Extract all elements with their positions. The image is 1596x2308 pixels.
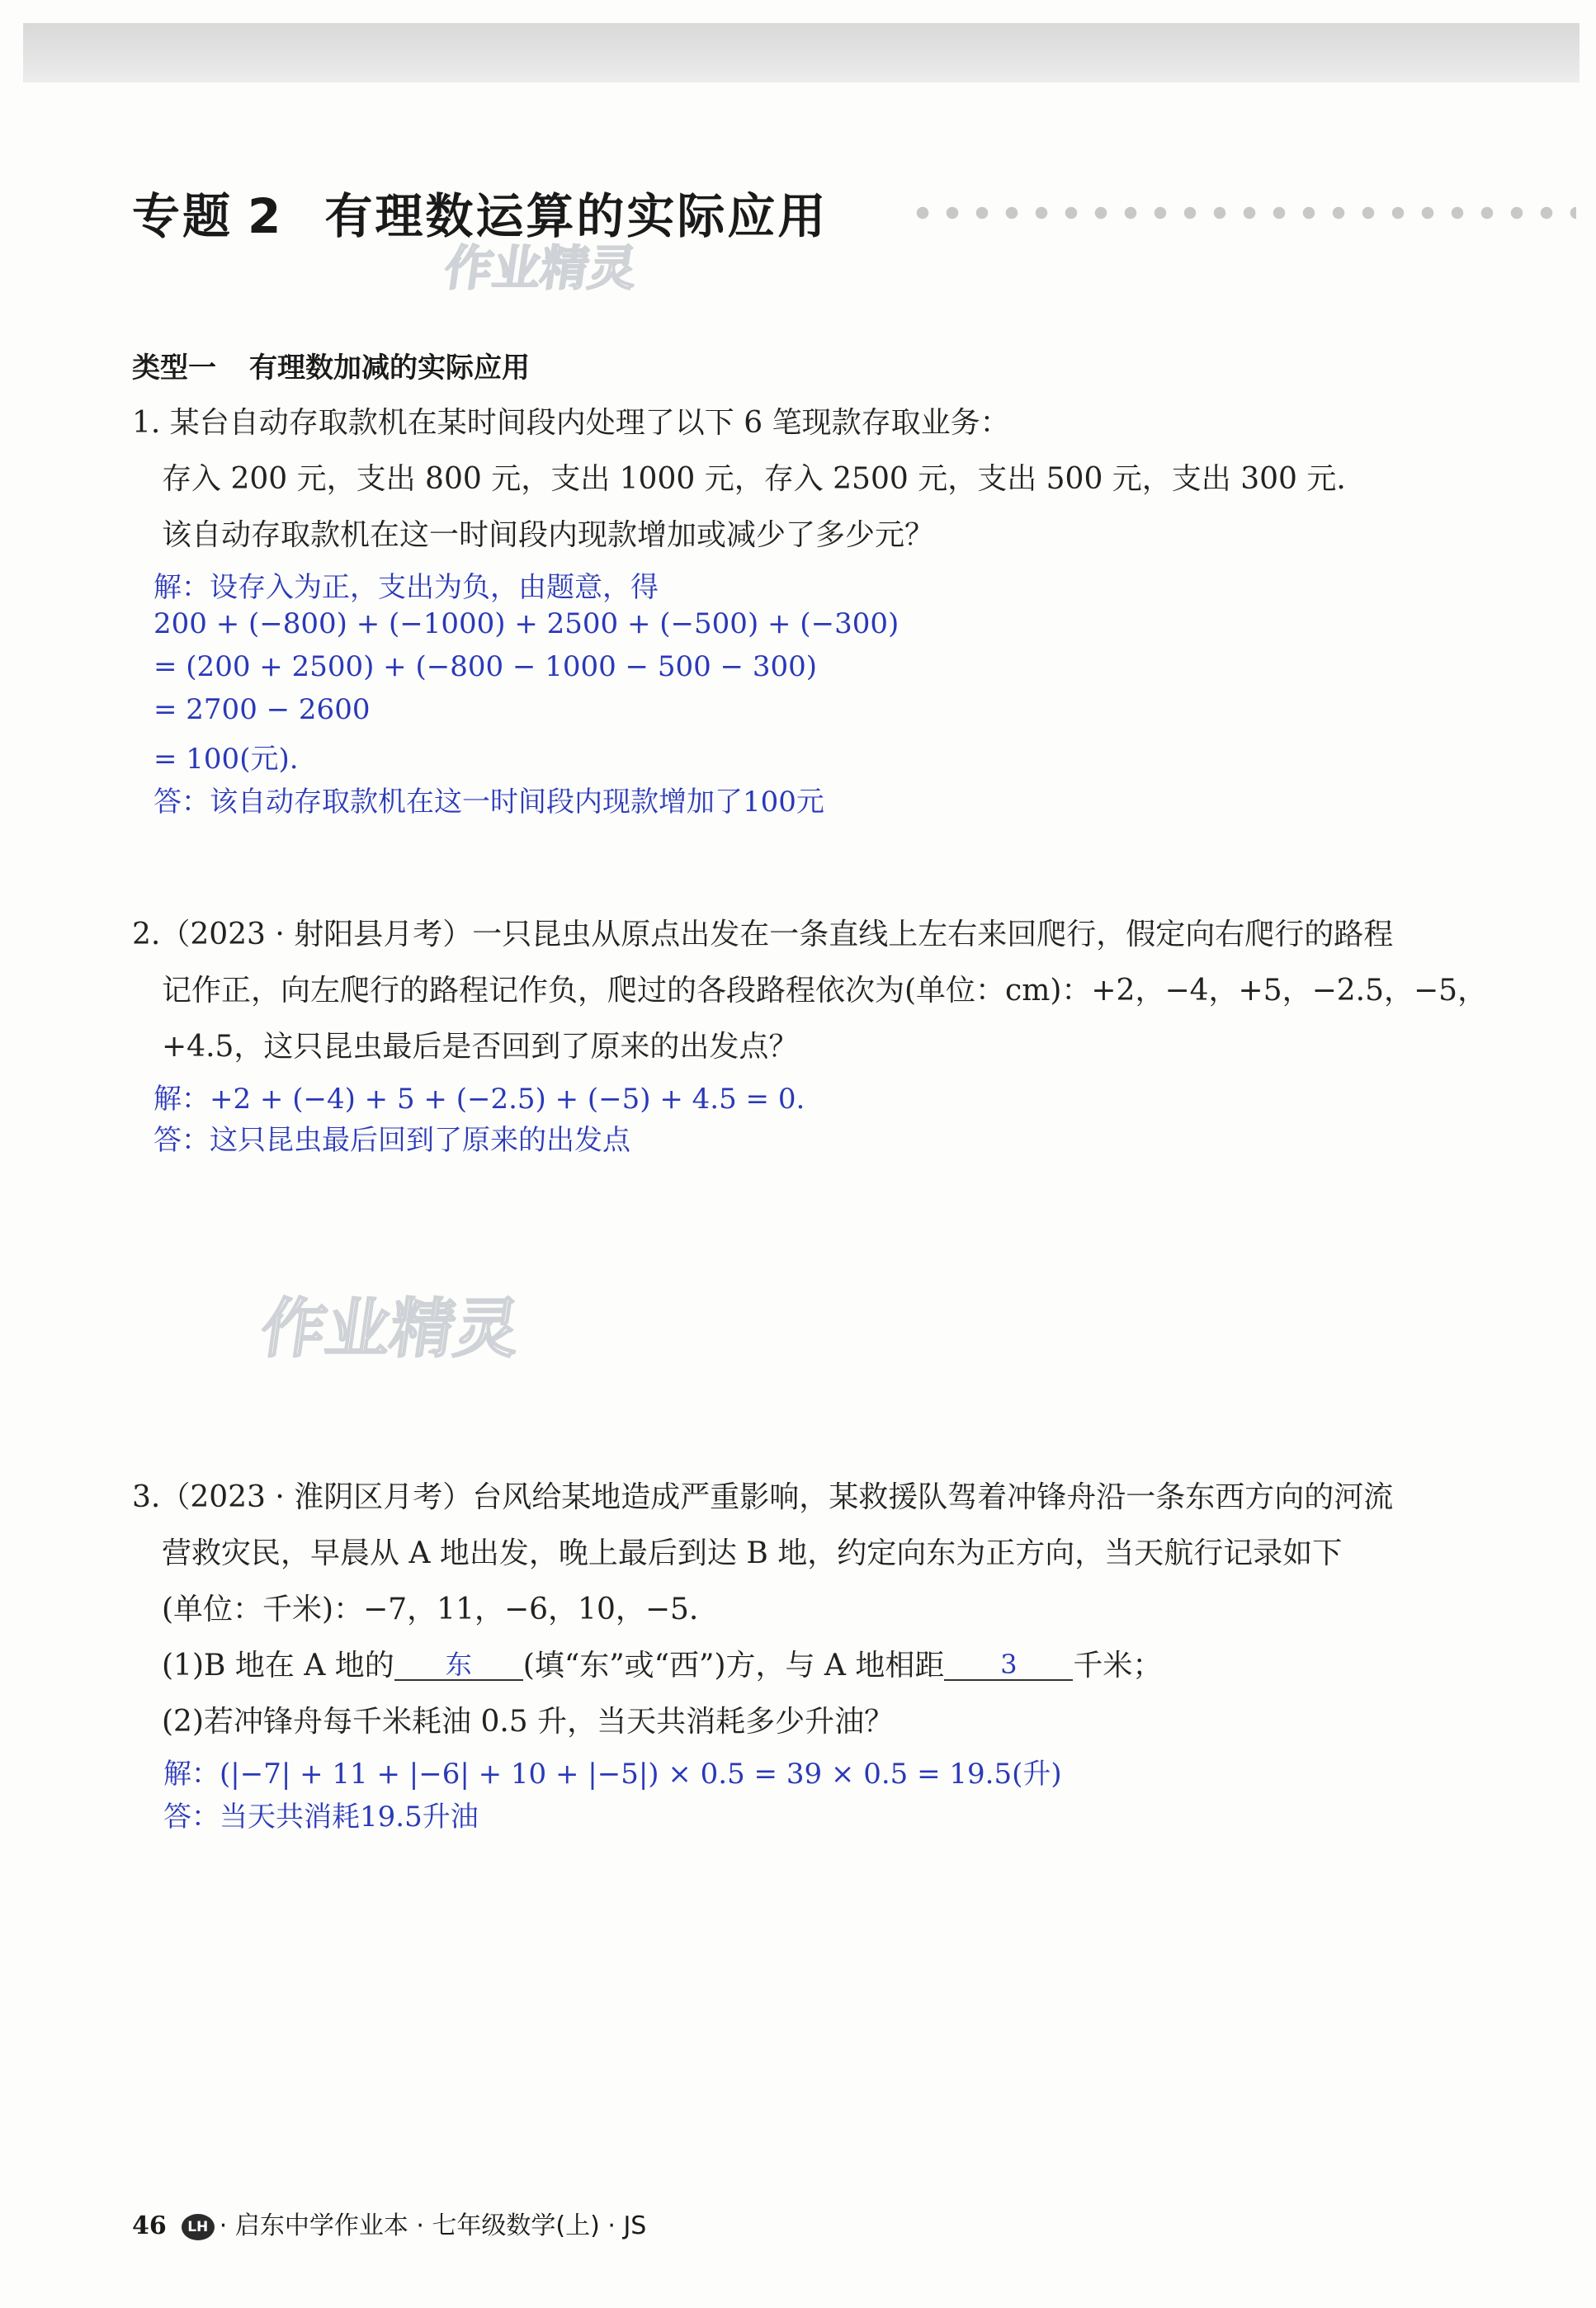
q1-text-line: 存入 200 元，支出 800 元，支出 1000 元，存入 2500 元，支出 500 元，支出 300 元. xyxy=(162,462,1346,496)
q1-answer-line: 答：该自动存取款机在这一时间段内现款增加了100元 xyxy=(153,786,824,819)
q1-answer-line: 200 + (−800) + (−1000) + 2500 + (−500) + (−300) xyxy=(153,607,900,640)
q2-text-line: 2.（2023 · 射阳县月考）一只昆虫从原点出发在一条直线上左右来回爬行，假定向右爬行的路程 xyxy=(132,918,1394,951)
book-title: · 启东中学作业本 · 七年级数学(上) · JS xyxy=(219,2211,647,2240)
q1-answer-line: 解：设存入为正，支出为负，由题意，得 xyxy=(153,571,659,604)
watermark: 作业精灵 xyxy=(441,240,641,296)
topic-label: 专题 xyxy=(132,188,234,244)
q3-sub1-text: 千米； xyxy=(1073,1649,1163,1683)
q3-answer-line: 解：(|−7| + 11 + |−6| + 10 + |−5|) × 0.5 = 39 × 0.5 = 19.5(升) xyxy=(163,1758,1062,1791)
q1-answer-line: = 2700 − 2600 xyxy=(153,693,371,726)
q3-answer-line: 答：当天共消耗19.5升油 xyxy=(163,1801,479,1834)
q2-answer-line: 答：这只昆虫最后回到了原来的出发点 xyxy=(153,1124,630,1157)
q3-subquestion-1 xyxy=(162,1642,1162,1684)
q1-answer-line: = 100(元). xyxy=(153,743,299,776)
section-heading xyxy=(132,345,530,385)
q3-text-line: 3.（2023 · 淮阴区月考）台风给某地造成严重影响，某救援队驾着冲锋舟沿一条东西方向的河流 xyxy=(132,1480,1394,1514)
q1-text-line: 该自动存取款机在这一时间段内现款增加或减少了多少元？ xyxy=(162,518,935,552)
q2-text-line: 记作正，向左爬行的路程记作负，爬过的各段路程依次为(单位：cm)：+2，−4，+5，−2.5，−5， xyxy=(162,974,1488,1008)
q3-sub1-text: (1)B 地在 A 地的 xyxy=(162,1649,394,1683)
scan-top-bar xyxy=(23,23,1579,83)
topic-title: 有理数运算的实际应用 xyxy=(324,188,829,244)
section-title-text: 有理数加减的实际应用 xyxy=(249,352,530,385)
q1-answer-line: = (200 + 2500) + (−800 − 1000 − 500 − 300) xyxy=(153,650,817,683)
topic-number: 2 xyxy=(248,188,284,244)
title-dot-leader xyxy=(916,206,1576,219)
q3-sub1-text: (填“东”或“西”)方，与 A 地相距 xyxy=(522,1649,945,1683)
watermark: 作业精灵 xyxy=(256,1292,525,1366)
page-number: 46 xyxy=(132,2211,167,2240)
page-footer xyxy=(132,2205,646,2241)
q2-answer-line: 解：+2 + (−4) + 5 + (−2.5) + (−5) + 4.5 = 0. xyxy=(153,1083,805,1116)
q3-blank-direction[interactable]: 东 xyxy=(394,1650,523,1681)
q1-text-line: 1. 某台自动存取款机在某时间段内处理了以下 6 笔现款存取业务： xyxy=(132,406,1010,440)
publisher-logo-icon: LH xyxy=(182,2214,215,2240)
q3-text-line: (单位：千米)：−7，11，−6，10，−5. xyxy=(162,1593,699,1626)
section-label: 类型一 xyxy=(132,352,216,385)
q3-subquestion-2: (2)若冲锋舟每千米耗油 0.5 升，当天共消耗多少升油？ xyxy=(162,1705,895,1739)
q2-text-line: +4.5，这只昆虫最后是否回到了原来的出发点？ xyxy=(162,1030,799,1064)
q3-blank-distance[interactable]: 3 xyxy=(944,1650,1073,1681)
q3-text-line: 营救灾民，早晨从 A 地出发，晚上最后到达 B 地，约定向东为正方向，当天航行记录如下 xyxy=(162,1536,1343,1570)
